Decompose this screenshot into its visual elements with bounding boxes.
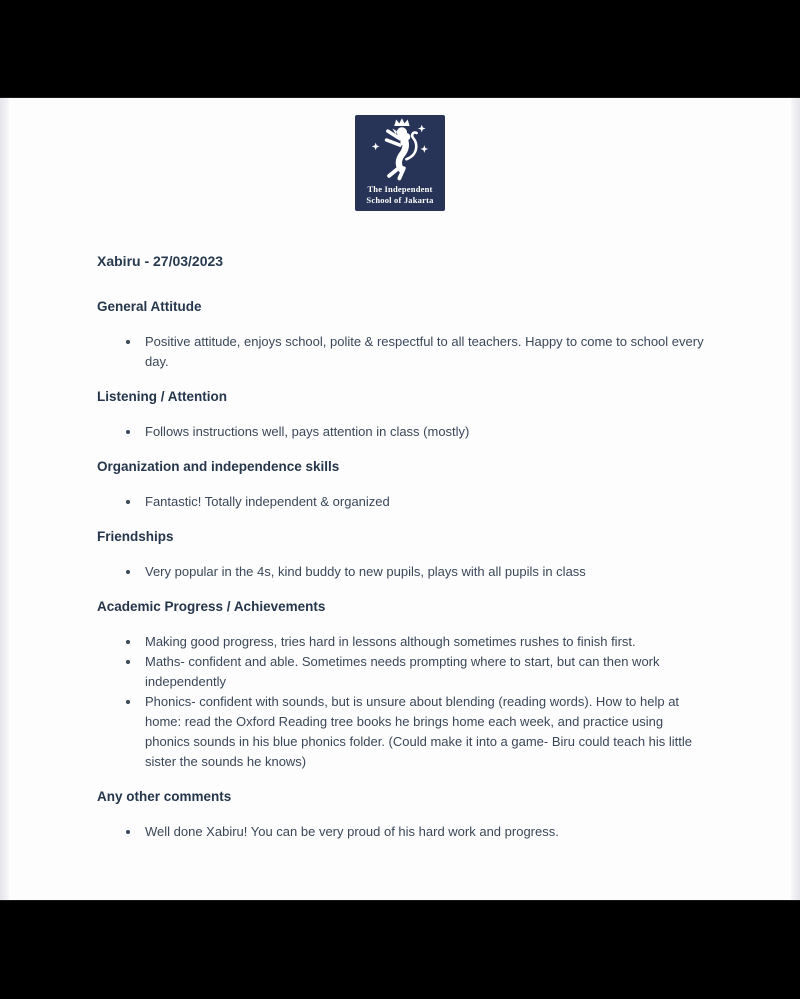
section-general-attitude [97,297,713,372]
section-friendships [97,527,713,582]
section-heading: General Attitude [97,299,202,314]
report-content [97,251,713,842]
section-heading: Friendships [97,529,174,544]
logo-text-line2: School of Jakarta [366,194,434,205]
bullet-list [97,822,713,842]
section-listening-attention [97,387,713,442]
section-heading: Organization and independence skills [97,459,340,474]
bullet-item: • Positive attitude, enjoys school, polite & respectful to all teachers. Happy to come to school every day. [141,332,707,372]
bullet-list [97,562,713,582]
paper-edge-left [0,98,9,900]
bullet-list [97,632,713,772]
letterbox-top [0,0,800,98]
section-heading: Any other comments [97,789,232,804]
paper-edge-right [791,98,800,900]
bullet-list [97,492,713,512]
section-organization-independence [97,457,713,512]
letterbox-bottom [0,900,800,999]
report-page [0,98,800,900]
logo-text-line1: The Independent [367,184,433,194]
school-logo [355,115,445,211]
section-any-other-comments [97,787,713,842]
bullet-item: • Phonics- confident with sounds, but is unsure about blending (reading words). How to help at home: read the Oxford Reading tree books he brings home each week, and practice using phonics sounds in his blue phonics folder. (Could make it into a game- Biru could teach his little sister the sounds he knows) [141,692,707,772]
section-academic-progress [97,597,713,772]
bullet-item: • Well done Xabiru! You can be very proud of his hard work and progress. [141,822,707,842]
bullet-item: • Very popular in the 4s, kind buddy to new pupils, plays with all pupils in class [141,562,707,582]
bullet-item: • Follows instructions well, pays attention in class (mostly) [141,422,707,442]
section-heading: Academic Progress / Achievements [97,599,326,614]
report-title: Xabiru - 27/03/2023 [97,253,224,269]
bullet-list [97,332,713,372]
section-heading: Listening / Attention [97,389,227,404]
lion-crest-icon [368,117,432,181]
bullet-item: • Maths- confident and able. Sometimes needs prompting where to start, but can then work independently [141,652,707,692]
bullet-list [97,422,713,442]
bullet-item: • Fantastic! Totally independent & organized [141,492,707,512]
bullet-item: • Making good progress, tries hard in lessons although sometimes rushes to finish first. [141,632,707,652]
